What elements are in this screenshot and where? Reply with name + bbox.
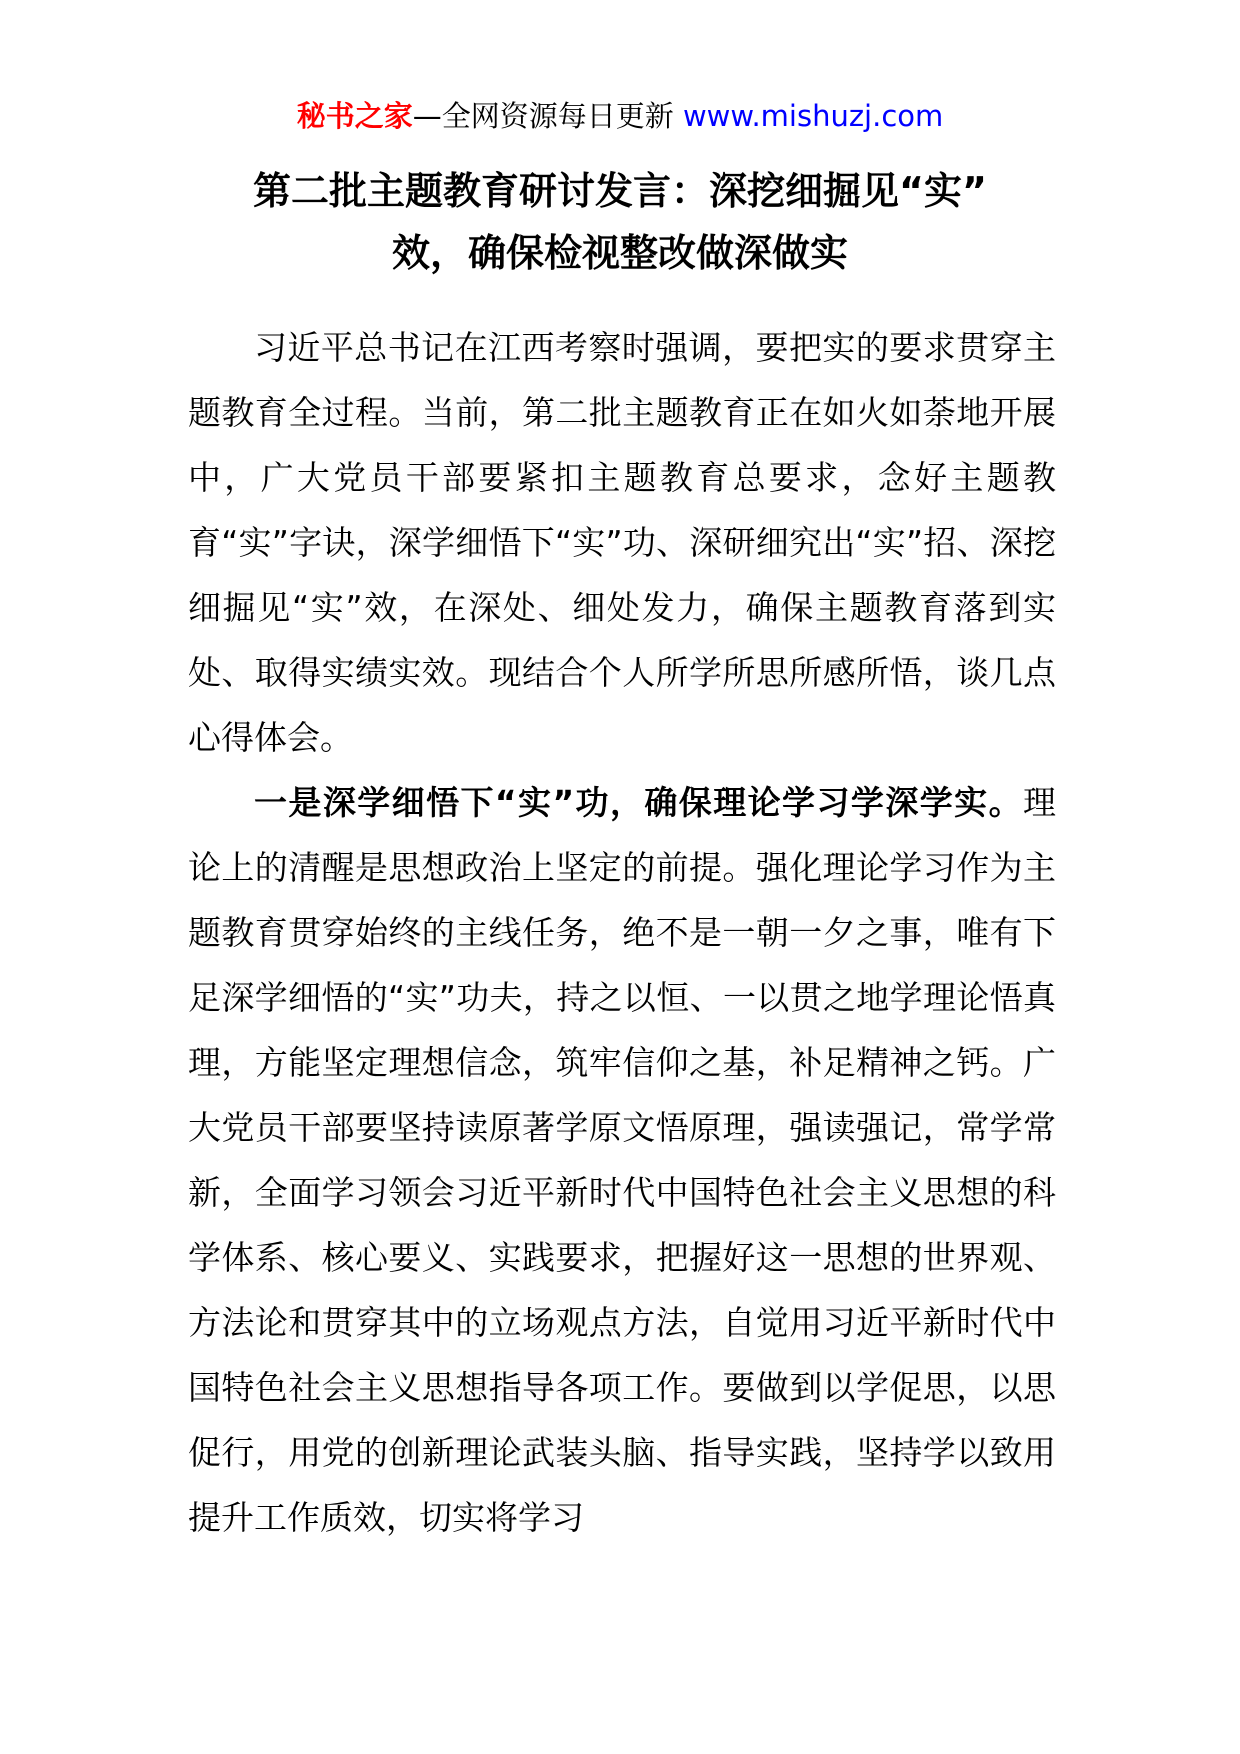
paragraph-lead-sentence: 一是深学细悟下“实”功，确保理论学习学深学实。 bbox=[254, 783, 1023, 822]
title-line-2: 效，确保检视整改做深做实 bbox=[391, 231, 848, 275]
site-tagline: —全网资源每日更新 bbox=[412, 99, 674, 133]
paragraph-text: 理论上的清醒是思想政治上坚定的前提。强化理论学习作为主题教育贯穿始终的主线任务，绝不是一朝一夕之事，唯有下足深学细悟的“实”功夫，持之以恒、一以贯之地学理论悟真理，方能坚定理想信念，筑牢信仰之基，补足精神之钙。广大党员干部要坚持读原著学原文悟原理，强读强记，常学常新，全面学习领会习近平新时代中国特色社会主义思想的科学体系、核心要义、实践要求，把握好这一思想的世界观、方法论和贯穿其中的立场观点方法，自觉用习近平新时代中国特色社会主义思想指导各项工作。要做到以学促思，以思促行，用党的创新理论武装头脑、指导实践，坚持学以致用提升工作质效，切实将学习 bbox=[188, 783, 1056, 1537]
paragraph-intro bbox=[188, 315, 1056, 770]
site-url-link[interactable]: www.mishuzj.com bbox=[682, 99, 944, 133]
paragraph-text: 习近平总书记在江西考察时强调，要把实的要求贯穿主题教育全过程。当前，第二批主题教育正在如火如荼地开展中，广大党员干部要紧扣主题教育总要求，念好主题教育“实”字诀，深学细悟下“实”功、深研细究出“实”招、深挖细掘见“实”效，在深处、细处发力，确保主题教育落到实处、取得实绩实效。现结合个人所学所思所感所悟，谈几点心得体会。 bbox=[188, 328, 1056, 757]
title-line-1: 第二批主题教育研讨发言：深挖细掘见“实” bbox=[253, 169, 987, 213]
document-body bbox=[188, 315, 1056, 1550]
document-title bbox=[150, 160, 1090, 284]
site-header bbox=[0, 96, 1240, 136]
brand-name: 秘书之家 bbox=[296, 99, 413, 133]
paragraph-point-one bbox=[188, 770, 1056, 1550]
